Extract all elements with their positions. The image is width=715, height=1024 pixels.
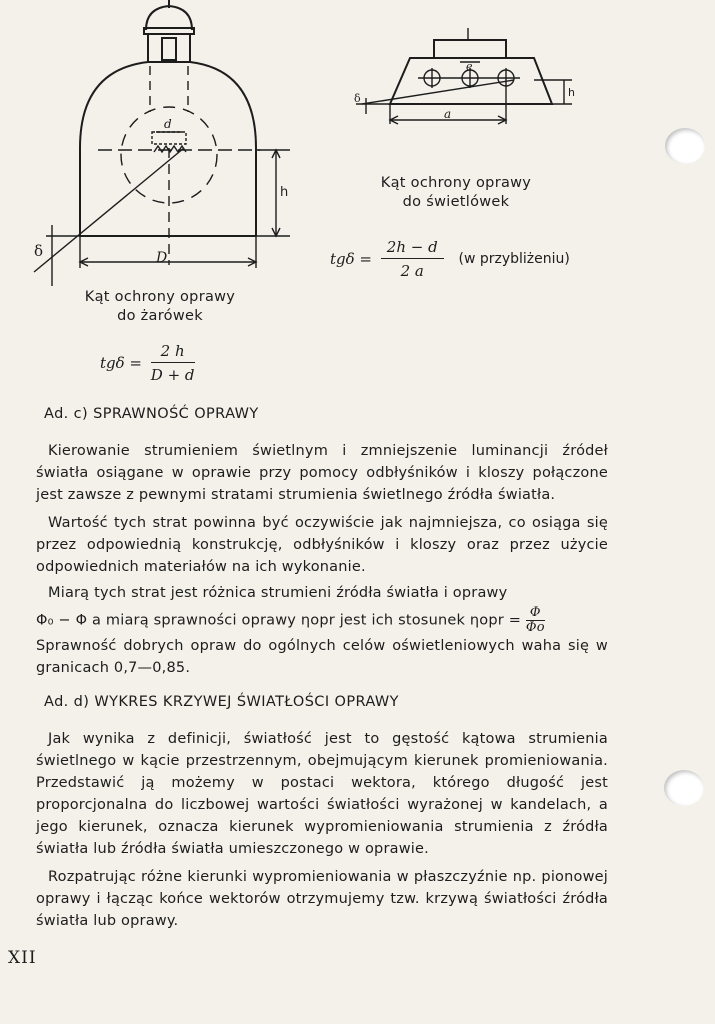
formula-left-denominator: D + d — [150, 366, 195, 384]
label-delta-right: δ — [354, 92, 361, 105]
paragraph-3-line2: Φ₀ − Φ a miarą sprawności oprawy ηopr jest ich stosunek ηopr = — [36, 612, 522, 629]
paragraph-2-text: Wartość tych strat powinna być oczywiście jak najmniejsza, co osiąga się przez odpowiednią konstrukcję, odbłyśników i kloszy oraz przez użycie odpowiednich materiałów na ich wykonanie. — [36, 515, 608, 575]
label-D: D — [156, 250, 168, 266]
formula-left-numerator: 2 h — [151, 342, 195, 363]
paragraph-3 — [36, 582, 608, 679]
paragraph-1-text: Kierowanie strumieniem świetlnym i zmniejszenie luminancji źródeł światła osiągane w oprawie przy pomocy odbłyśników i kloszy połączone jest zawsze z pewnymi stratami strumienia świetlnego źródła światła. — [36, 443, 608, 503]
caption-left-line1: Kąt ochrony oprawy — [84, 289, 236, 305]
efficiency-denominator: Φo — [525, 620, 545, 635]
formula-left-lhs: tgδ = — [100, 354, 142, 372]
luminaire-bulb-diagram — [28, 0, 298, 290]
formula-left-fraction — [151, 342, 195, 384]
label-h-right: h — [568, 86, 575, 99]
paragraph-5 — [36, 866, 608, 932]
paragraph-1 — [36, 440, 608, 506]
punch-hole-bottom — [664, 770, 704, 806]
formula-right-denominator: 2 a — [400, 262, 424, 280]
formula-right-fraction — [381, 238, 444, 280]
caption-right — [356, 174, 556, 212]
heading-section-d: Ad. d) WYKRES KRZYWEJ ŚWIATŁOŚCI OPRAWY — [44, 694, 399, 710]
formula-right — [330, 238, 570, 280]
formula-right-note: (w przybliżeniu) — [458, 251, 570, 267]
paragraph-4 — [36, 728, 608, 860]
label-e: e — [466, 60, 473, 73]
label-h-left: h — [280, 185, 289, 200]
caption-left — [60, 288, 260, 326]
caption-left-line2: do żarówek — [117, 308, 203, 324]
punch-hole-top — [665, 128, 705, 164]
paragraph-3-line3: Sprawność dobrych opraw do ogólnych celów oświetleniowych waha się w granicach 0,7—0,85. — [36, 638, 608, 676]
luminaire-fluorescent-diagram — [348, 28, 588, 128]
formula-right-lhs: tgδ = — [330, 250, 372, 268]
label-a: a — [444, 107, 452, 121]
paragraph-5-text: Rozpatrując różne kierunki wypromieniowania w płaszczyźnie np. pionowej oprawy i łącząc końce wektorów otrzymujemy tzw. krzywą światłości źródła światła lub oprawy. — [36, 869, 608, 929]
caption-right-line2: do świetlówek — [402, 194, 510, 210]
label-d-small: d — [164, 117, 172, 131]
caption-right-line1: Kąt ochrony oprawy — [380, 175, 532, 191]
heading-section-c: Ad. c) SPRAWNOŚĆ OPRAWY — [44, 406, 259, 422]
formula-left — [100, 342, 195, 384]
paragraph-4-text: Jak wynika z definicji, światłość jest to gęstość kątowa strumienia świetlnego w kącie przestrzennym, obejmującym kierunek promieniowania. Przedstawić ją możemy w postaci wektora, którego długość jest proporcjonalna do liczbowej wartości światłości wyrażonej w kandelach, a jego kierunek, oznacza kierunek wypromieniowania strumienia z źródła światła lub źródła światła umieszczonego w oprawie. — [36, 731, 608, 857]
paragraph-2 — [36, 512, 608, 578]
efficiency-fraction — [526, 606, 545, 635]
efficiency-numerator: Φ — [526, 606, 545, 621]
formula-right-numerator: 2h − d — [381, 238, 444, 259]
page-number: XII — [8, 948, 37, 968]
paragraph-3-line1: Miarą tych strat jest różnica strumieni źródła światła i oprawy — [48, 585, 508, 601]
label-delta-left: δ — [34, 242, 44, 260]
